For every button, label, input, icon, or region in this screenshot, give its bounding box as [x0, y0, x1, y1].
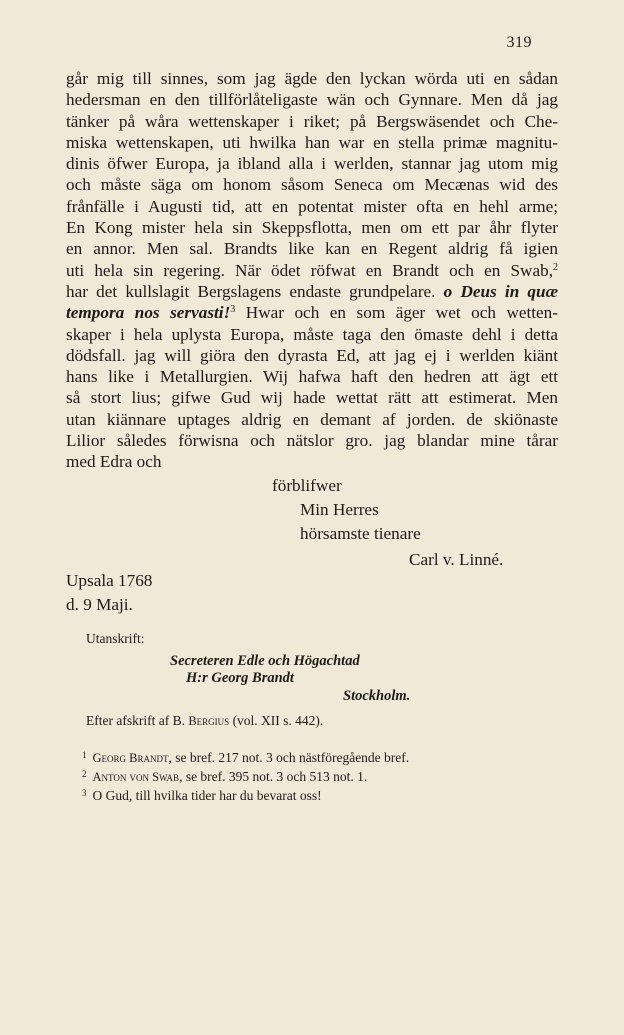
body-line: [66, 196, 558, 217]
body-line: [66, 132, 558, 153]
body-text-run: så stort lius; gifwe Gud wij hade wettat rätt att estimerat. Men: [66, 388, 558, 408]
body-text-run: Hwar och en som äger wet och wetten-: [235, 303, 558, 323]
footnote-ref: 3: [230, 304, 236, 316]
latin-phrase: tempora nos servasti!: [66, 303, 231, 323]
source-suffix: (vol. XII s. 442).: [229, 713, 324, 728]
letter-body: [66, 68, 558, 473]
body-text-run: frånfälle i Augusti tid, att en potentat mister ofta en hehl arme;: [66, 196, 558, 216]
address-line-1: Secreteren Edle och Högachtad: [170, 653, 360, 669]
source-note: [86, 713, 323, 729]
page-number: 319: [506, 34, 532, 51]
signature: Carl v. Linné.: [409, 550, 504, 569]
source-name: Bergius: [188, 714, 230, 728]
body-line: [66, 451, 558, 472]
body-line: [66, 345, 558, 366]
body-text-run: har det kullslagit Bergslagens endaste grundpelare.: [66, 281, 444, 301]
closing-line-2: Min Herres: [300, 500, 379, 519]
footnote-text: , se bref. 395 not. 3 och 513 not. 1.: [179, 769, 368, 784]
body-text-run: miska wettenskapen, uti hwilka han war en stella primæ magnitu-: [66, 132, 558, 152]
body-line: [66, 217, 558, 238]
source-prefix: Efter afskrift af B.: [86, 713, 189, 728]
body-text-run: och måste säga om honom såsom Seneca om Mecænas wid des: [66, 175, 558, 195]
footnote-number: 1: [82, 750, 87, 760]
footnote-name: Anton von Swab: [92, 770, 180, 784]
date: d. 9 Maji.: [66, 595, 133, 614]
footnote-name: Georg Brandt: [92, 751, 169, 765]
body-line: [66, 366, 558, 387]
body-line: [66, 89, 558, 110]
footnote-number: 3: [82, 788, 87, 798]
latin-phrase: o Deus in quæ: [443, 281, 558, 301]
body-text-run: hans like i Metallurgien. Wij hafwa haft den hedren att ägt ett: [66, 367, 558, 387]
body-text-run: En Kong mister hela sin Skeppsflotta, men om ett par åhr flyter: [66, 218, 558, 238]
body-text-run: en annor. Men sal. Brandts like kan en Regent aldrig få igien: [66, 239, 558, 259]
body-line: [66, 387, 558, 408]
address-line-2: H:r Georg Brandt: [186, 670, 294, 686]
footnote-text: , se bref. 217 not. 3 och nästföregående bref.: [168, 750, 410, 765]
body-line: [66, 174, 558, 195]
body-line: [66, 324, 558, 345]
footnote-1: [82, 750, 409, 766]
body-line: [66, 153, 558, 174]
place-year: Upsala 1768: [66, 571, 153, 590]
body-text-run: med Edra och: [66, 452, 162, 472]
body-text-run: skaper i hela uplysta Europa, måste taga den ömaste dehl i detta: [66, 324, 558, 344]
body-line: [66, 302, 558, 323]
body-text-run: utan kiännare uptages aldrig en demant af jorden. de skiönaste: [66, 409, 558, 429]
body-text-run: tänker på wåra wettenskaper i riket; på Bergswäsendet och Che-: [66, 111, 558, 131]
address-label: Utanskrift:: [86, 631, 145, 646]
body-line: [66, 111, 558, 132]
body-text-run: dödsfall. jag will giöra den dyrasta Ed, att jag ej i werlden kiänt: [66, 345, 558, 365]
closing-line-1: förblifwer: [272, 476, 342, 495]
footnote-3: [82, 788, 322, 804]
body-text-run: uti hela sin regering. När ödet röfwat en Brandt och en Swab,: [66, 260, 553, 280]
body-line: [66, 430, 558, 451]
body-text-run: Lilior således förwisna och nätslor gro. jag blandar mine tårar: [66, 431, 558, 451]
body-text-run: dinis öfwer Europa, ja ibland alla i werlden, stannar jag utom mig: [66, 154, 558, 174]
footnote-2: [82, 769, 367, 785]
body-text-run: går mig till sinnes, som jag ägde den lyckan wörda uti en sådan: [66, 69, 558, 88]
body-text-run: hedersman en den tillförlåteligaste wän och Gynnare. Men då jag: [66, 90, 558, 110]
footnote-number: 2: [82, 769, 87, 779]
footnote-text: O Gud, till hvilka tider har du bevarat oss!: [92, 788, 322, 803]
footnote-ref: 2: [553, 261, 558, 273]
address-line-3: Stockholm.: [343, 688, 411, 704]
body-line: [66, 409, 558, 430]
body-line: [66, 68, 558, 89]
closing-line-3: hörsamste tienare: [300, 524, 421, 543]
body-line: [66, 238, 558, 259]
body-line: [66, 281, 558, 302]
body-line: [66, 260, 558, 281]
